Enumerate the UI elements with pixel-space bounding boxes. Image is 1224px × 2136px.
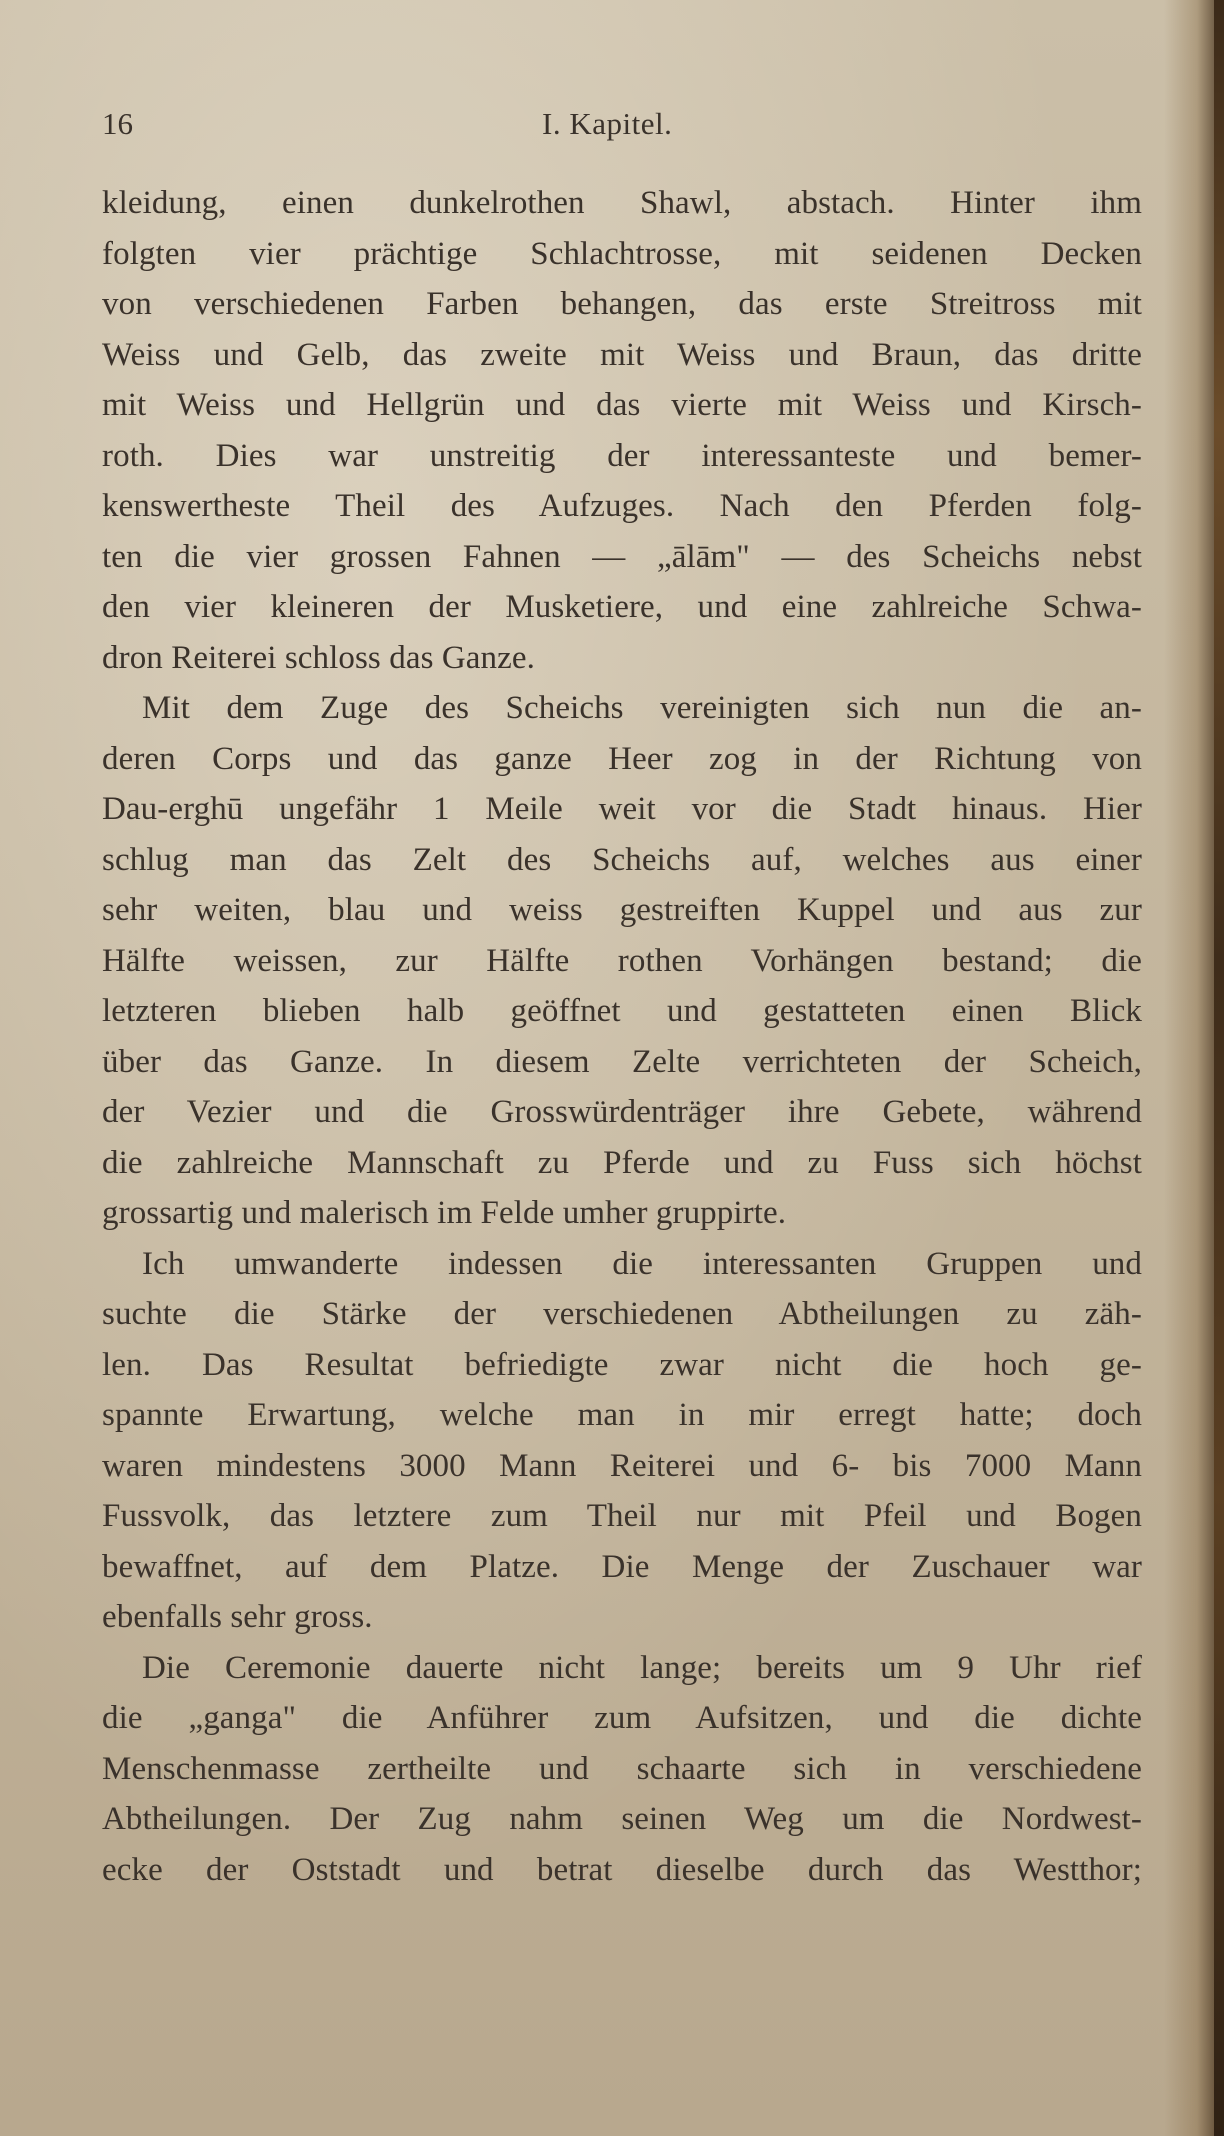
text-line: Abtheilungen. Der Zug nahm seinen Weg um die Nordwest- [102,1801,1142,1837]
text-line: roth. Dies war unstreitig der interessanteste und bemer- [102,437,1142,474]
text-line: Die Ceremonie dauerte nicht lange; bereits um 9 Uhr rief [142,1649,1142,1686]
text-line: die zahlreiche Mannschaft zu Pferde und zu Fuss sich höchst [102,1144,1142,1181]
text-line: Dau-erghū ungefähr 1 Meile weit vor die Stadt hinaus. Hier [102,791,1142,827]
text-line: schlug man das Zelt des Scheichs auf, welches aus einer [102,841,1142,878]
text-line: über das Ganze. In diesem Zelte verrichteten der Scheich, [102,1043,1142,1080]
text-line: waren mindestens 3000 Mann Reiterei und 6- bis 7000 Mann [102,1447,1142,1484]
text-line: sehr weiten, blau und weiss gestreiften Kuppel und aus zur [102,892,1142,928]
text-line: ten die vier grossen Fahnen — „ālām" — des Scheichs nebst [102,538,1142,575]
text-line: grossartig und malerisch im Felde umher gruppirte. [102,1195,787,1231]
page-number: 16 [102,106,133,141]
text-line: der Vezier und die Grosswürdenträger ihre Gebete, während [102,1094,1142,1130]
text-line: kenswertheste Theil des Aufzuges. Nach den Pferden folg- [102,488,1142,524]
text-line: den vier kleineren der Musketiere, und eine zahlreiche Schwa- [102,589,1142,625]
text-line: dron Reiterei schloss das Ganze. [102,639,535,676]
text-line: ebenfalls sehr gross. [102,1599,373,1635]
text-line: kleidung, einen dunkelrothen Shawl, abstach. Hinter ihm [102,185,1142,221]
text-line: Hälfte weissen, zur Hälfte rothen Vorhängen bestand; die [102,942,1142,979]
book-edge [1214,0,1224,2136]
text-line: spannte Erwartung, welche man in mir erregt hatte; doch [102,1397,1142,1433]
text-line: Fussvolk, das letztere zum Theil nur mit Pfeil und Bogen [102,1498,1142,1534]
text-line: bewaffnet, auf dem Platze. Die Menge der Zuschauer war [102,1548,1142,1585]
text-line: suchte die Stärke der verschiedenen Abtheilungen zu zäh- [102,1296,1142,1332]
text-line: ecke der Oststadt und betrat dieselbe durch das Westthor; [102,1851,1142,1888]
text-line: folgten vier prächtige Schlachtrosse, mit seidenen Decken [102,235,1142,272]
text-line: Weiss und Gelb, das zweite mit Weiss und Braun, das dritte [102,336,1142,373]
text-line: letzteren blieben halb geöffnet und gestatteten einen Blick [102,993,1142,1029]
text-line: deren Corps und das ganze Heer zog in der Richtung von [102,740,1142,777]
text-line: Ich umwanderte indessen die interessanten Gruppen und [142,1245,1142,1282]
body-text [102,178,1142,1895]
text-line: Menschenmasse zertheilte und schaarte sich in verschiedene [102,1750,1142,1787]
text-line: len. Das Resultat befriedigte zwar nicht die hoch ge- [102,1346,1142,1383]
text-line: von verschiedenen Farben behangen, das erste Streitross mit [102,286,1142,322]
text-line: mit Weiss und Hellgrün und das vierte mit Weiss und Kirsch- [102,387,1142,423]
running-head: I. Kapitel. [542,106,673,141]
text-line: Mit dem Zuge des Scheichs vereinigten sich nun die an- [142,690,1142,726]
text-line: die „ganga" die Anführer zum Aufsitzen, und die dichte [102,1700,1142,1736]
page-header [102,104,1142,144]
